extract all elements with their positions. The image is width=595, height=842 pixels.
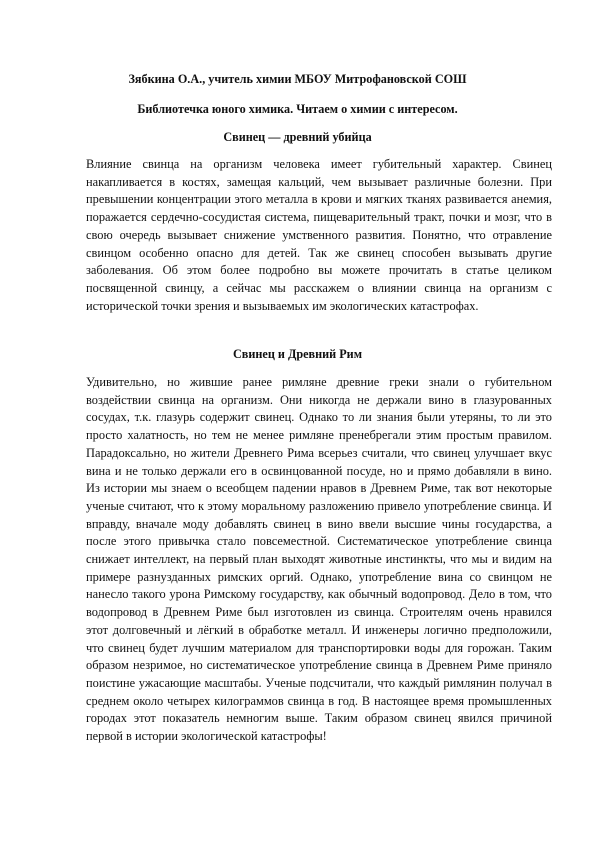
section-paragraph: Удивительно, но жившие ранее римляне древние греки знали о губительном воздействии свинца на организм. Они никогда не держали вино в глазурованных сосудах, т.к. глазурь содержит свинец. Однако то ли знания были утеряны, то ли это просто халатность, но тем не менее римляне пренебрегали этим простым правилом. Парадоксально, но жители Древнего Рима всерьез считали, что свинец улучшает вкус вина и не только держали его в освинцованной посуде, но и прямо добавляли в вино. Из истории мы знаем о всеобщем падении нравов в Древнем Риме, так вот некоторые ученые считают, что к этому моральному разложению привело употребление свинца. И вправду, вначале моду добавлять свинец в вино ввели высшие чины государства, а после этого привычка стало повсеместной. Систематическое употребление свинца снижает интеллект, на первый план выходят животные инстинкты, что мы и видим на примере разнузданных римских оргий. Однако, употребление вина со свинцом не нанесло такого урона Римскому государству, как обычный водопровод. Дело в том, что водопровод в Древнем Риме был изготовлен из свинца. Строителям очень нравился этот долговечный и лёгкий в обработке металл. И инженеры логично предположили, что свинец будет лучшим материалом для транспортировки воды для горожан. Таким образом незримое, но систематическое употребление свинца в Древнем Риме приняло поистине ужасающие масштабы. Ученые подсчитали, что каждый римлянин получал в среднем около четырех килограммов свинца в год. В настоящее время промышленных городах этот показатель немногим выше. Таким образом свинец явился причиной первой в истории экологической катастрофы! — [86, 375, 552, 744]
author-line: Зябкина О.А., учитель химии МБОУ Митрофановской СОШ — [128, 72, 467, 86]
section-heading: Свинец и Древний Рим — [232, 347, 362, 361]
series-title: Библиотечка юного химика. Читаем о химии с интересом. — [137, 102, 458, 116]
article-title: Свинец — древний убийца — [223, 130, 372, 144]
intro-paragraph: Влияние свинца на организм человека имеет губительный характер. Свинец накапливается в костях, замещая кальций, чем вызывает различные болезни. При превышении концентрации этого металла в крови и мягких тканях развивается анемия, поражается сердечно-сосудистая система, пищеварительный тракт, почки и мозг, что в свою очередь вызывает снижение умственного развития. Понятно, что отравление свинцом особенно опасно для детей. Так же свинец способен вызывать другие заболевания. Об этом более подробно вы можете прочитать в статье целиком посвященной свинцу, а сейчас мы расскажем о влиянии свинца на организм с исторической точки зрения и вызываемых им экологических катастрофах. — [86, 157, 552, 313]
